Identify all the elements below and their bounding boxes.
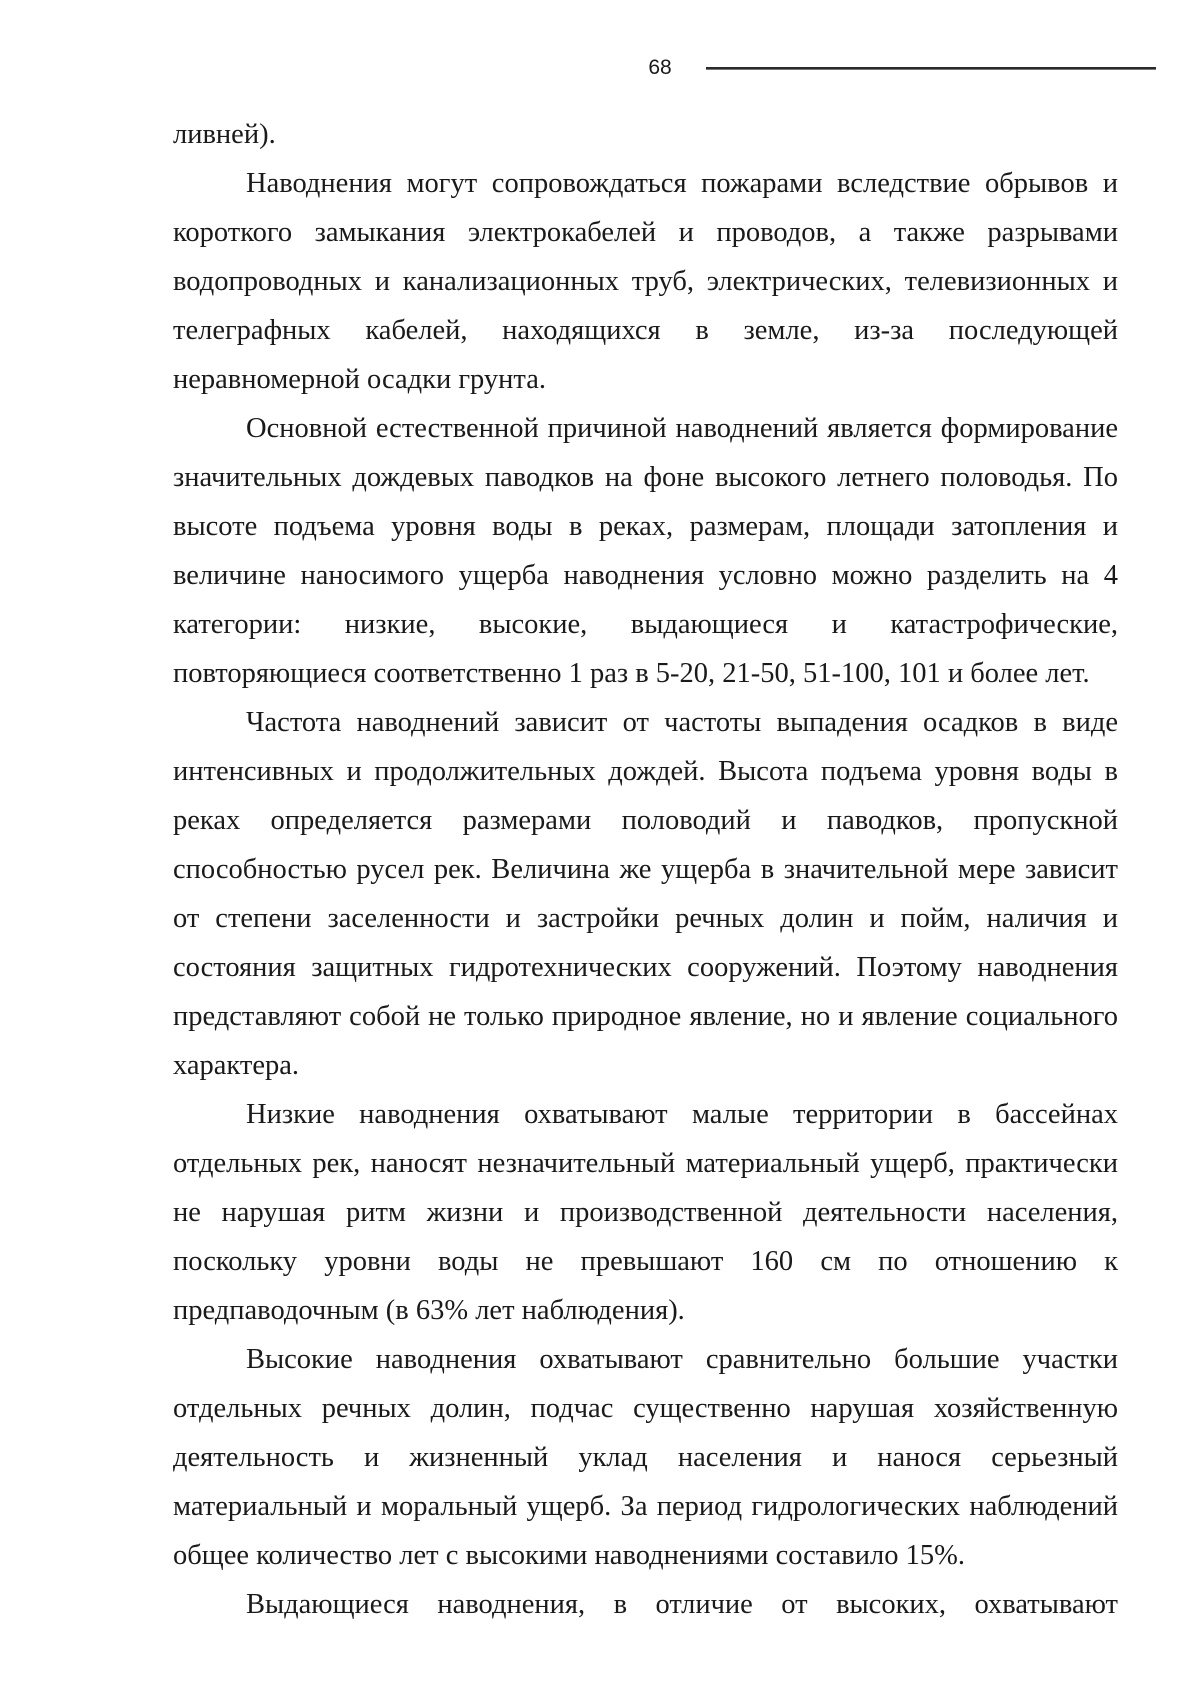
paragraph: Наводнения могут сопровождаться пожарами вследствие обрывов и короткого замыкания электрокабелей и проводов, а также разрывами водопроводных и канализационных труб, электрических, телевизионных и телеграфных кабелей, находящихся в земле, из-за последующей неравномерной осадки грунта. (173, 168, 1118, 395)
paragraph-continuation: ливней). (173, 119, 276, 150)
body-text (173, 110, 1118, 1629)
paragraph: Низкие наводнения охватывают малые территории в бассейнах отдельных рек, наносят незначительный материальный ущерб, практически не нарушая ритм жизни и производственной деятельности населения, поскольку уровни воды не превышают 160 см по отношению к предпаводочным (в 63% лет наблюдения). (173, 1099, 1118, 1326)
page-number: 68 (648, 56, 672, 79)
paragraph: Основной естественной причиной наводнений является формирование значительных дождевых паводков на фоне высокого летнего половодья. По высоте подъема уровня воды в реках, размерам, площади затопления и величине наносимого ущерба наводнения условно можно разделить на 4 категории: низкие, высокие, выдающиеся и катастрофические, повторяющиеся соответственно 1 раз в 5-20, 21-50, 51-100, 101 и более лет. (173, 413, 1118, 689)
paragraph: Частота наводнений зависит от частоты выпадения осадков в виде интенсивных и продолжительных дождей. Высота подъема уровня воды в реках определяется размерами половодий и паводков, пропускной способностью русел рек. Величина же ущерба в значительной мере зависит от степени заселенности и застройки речных долин и пойм, наличия и состояния защитных гидротехнических сооружений. Поэтому наводнения представляют собой не только природное явление, но и явление социального характера. (173, 707, 1118, 1081)
paragraph: Выдающиеся наводнения, в отличие от высоких, охватывают (246, 1589, 1118, 1620)
header-rule (706, 67, 1156, 70)
paragraph: Высокие наводнения охватывают сравнительно большие участки отдельных речных долин, подчас существенно нарушая хозяйственную деятельность и жизненный уклад населения и нанося серьезный материальный и моральный ущерб. За период гидрологических наблюдений общее количество лет с высокими наводнениями составило 15%. (173, 1344, 1118, 1571)
